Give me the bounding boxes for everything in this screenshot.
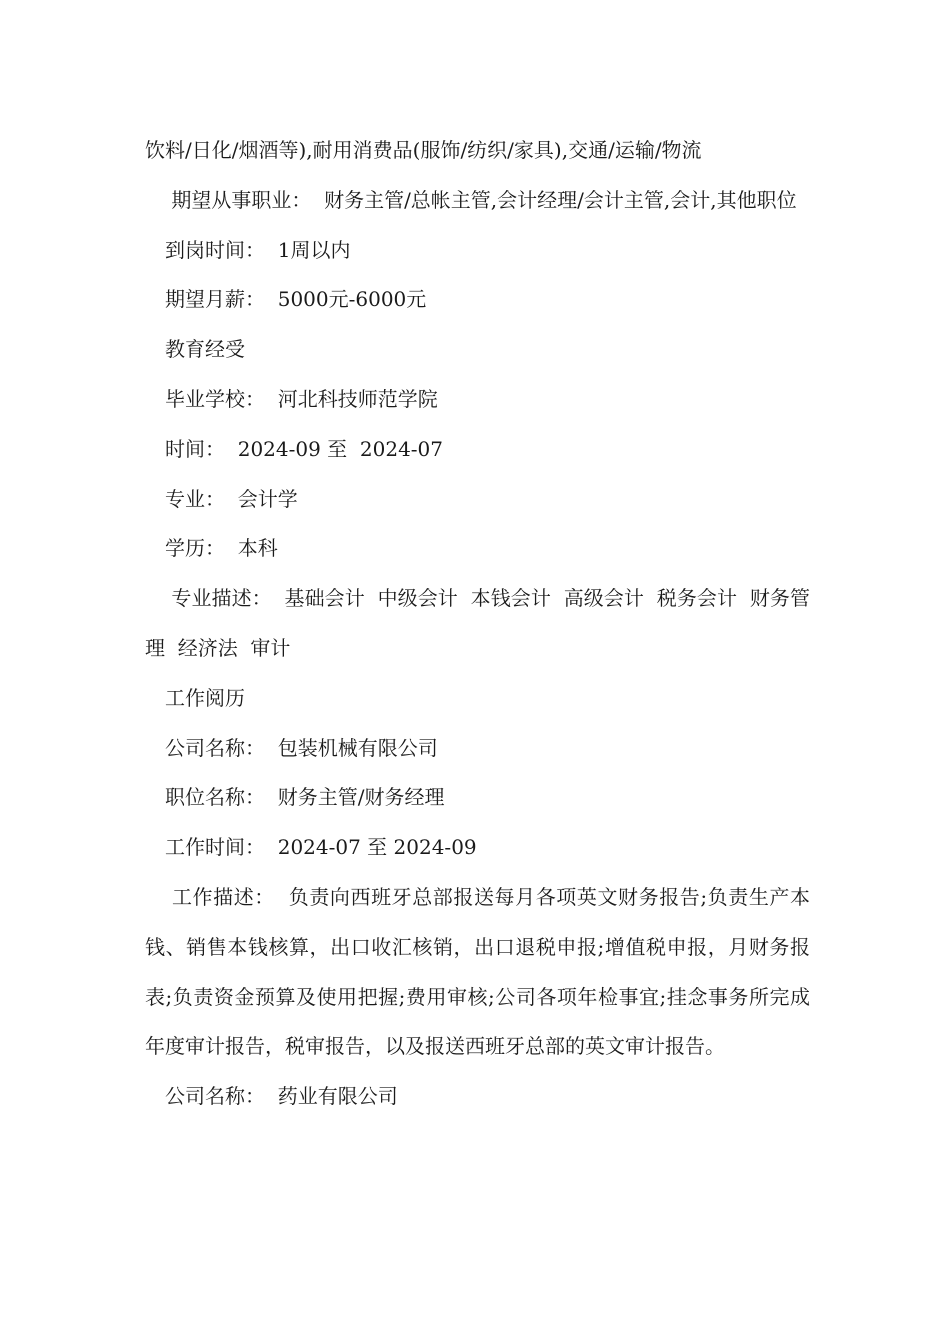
- paragraph-company-name-2: 公司名称： 药业有限公司: [165, 1084, 398, 1109]
- paragraph-school: 毕业学校： 河北科技师范学院: [165, 386, 438, 411]
- paragraph-job-title-1: 职位名称： 财务主管/财务经理: [165, 785, 445, 810]
- document-body: [145, 126, 810, 1122]
- paragraph-start-time: 到岗时间： 1周以内: [165, 237, 351, 262]
- paragraph-major-description: 专业描述： 基础会计 中级会计 本钱会计 高级会计 税务会计 财务管理 经济法 审计: [145, 586, 810, 660]
- paragraph-major: 专业： 会计学: [165, 486, 298, 511]
- section-heading-work-experience: 工作阅历: [165, 685, 245, 710]
- paragraph-desired-position: 期望从事职业： 财务主管/总帐主管,会计经理/会计主管,会计,其他职位: [165, 187, 797, 212]
- paragraph-company-name-1: 公司名称： 包装机械有限公司: [165, 735, 438, 760]
- paragraph-work-time-1: 工作时间： 2024-07 至 2024-09: [165, 835, 477, 860]
- paragraph-job-description-1: 工作描述： 负责向西班牙总部报送每月各项英文财务报告;负责生产本钱、销售本钱核算，出口收汇核销，出口退税申报;增值税申报，月财务报表;负责资金预算及使用把握;费用审核;公司各项年检事宜;挂念事务所完成年度审计报告，税审报告，以及报送西班牙总部的英文审计报告。: [145, 884, 811, 1059]
- paragraph-expected-salary: 期望月薪： 5000元-6000元: [165, 287, 427, 312]
- paragraph-education-time: 时间： 2024-09 至 2024-07: [165, 436, 443, 461]
- paragraph-degree: 学历： 本科: [165, 536, 278, 561]
- paragraph-industry-continuation: 饮料/日化/烟酒等),耐用消费品(服饰/纺织/家具),交通/运输/物流: [145, 138, 702, 162]
- section-heading-education: 教育经受: [165, 337, 245, 362]
